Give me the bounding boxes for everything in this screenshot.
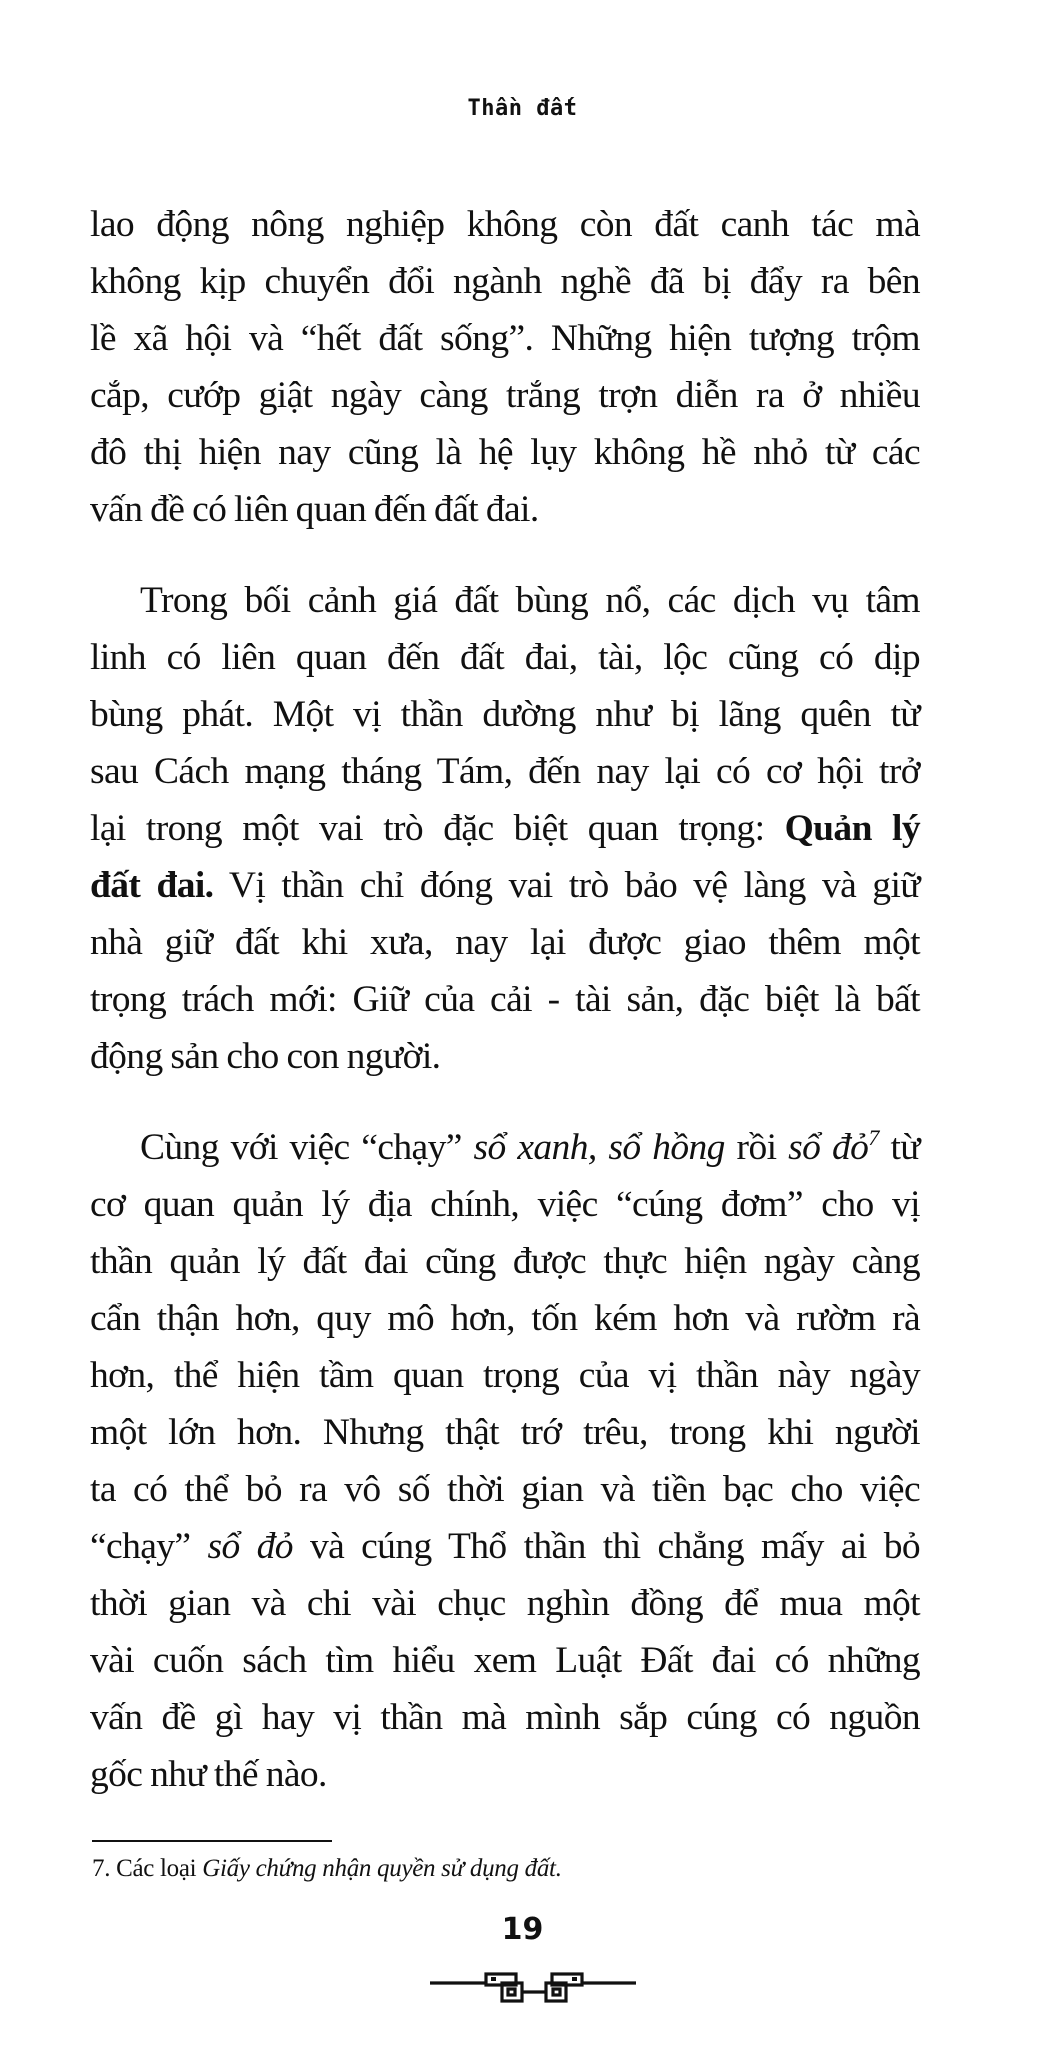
page-number: 19 [501, 1912, 544, 1947]
running-header-title: Thần đất [467, 96, 578, 121]
text-line: vấn đề gì hay vị thần mà mình sắp cúng có nguồn [90, 1697, 920, 1738]
text-line: ta có thể bỏ ra vô số thời gian và tiền bạc cho việc [90, 1469, 920, 1510]
fret-ornament-icon [428, 1968, 638, 2008]
text-line [90, 1119, 920, 1176]
paragraph-1 [90, 196, 920, 538]
text-run: lại trong một vai trò đặc biệt quan trọng: [90, 808, 785, 849]
text-line: cơ quan quản lý địa chính, việc “cúng đơm” cho vị [90, 1184, 920, 1225]
text-run: Cùng với việc “chạy” [140, 1127, 474, 1168]
text-line [90, 800, 920, 857]
bold-term: Quản lý [784, 808, 920, 849]
text-run: rồi [724, 1127, 789, 1168]
paragraph-gap [90, 538, 920, 572]
text-line: đô thị hiện nay cũng là hệ lụy không hề nhỏ từ các [90, 432, 920, 473]
text-run: “chạy” [90, 1526, 208, 1567]
text-line [90, 857, 920, 914]
text-line: thần quản lý đất đai cũng được thực hiện ngày càng [90, 1241, 920, 1282]
text-line: sau Cách mạng tháng Tám, đến nay lại có cơ hội trở [90, 751, 920, 792]
footnote-reference[interactable]: 7 [868, 1125, 879, 1150]
text-run: và cúng Thổ thần thì chẳng mấy ai bỏ [292, 1526, 920, 1567]
text-line: vài cuốn sách tìm hiểu xem Luật Đất đai có những [90, 1640, 920, 1681]
text-line: động sản cho con người. [90, 1036, 441, 1077]
text-line: gốc như thế nào. [90, 1754, 327, 1795]
footnote-italic-text: Giấy chứng nhận quyền sử dụng đất. [202, 1855, 562, 1882]
bold-term: đất đai. [90, 865, 214, 906]
text-line [90, 1518, 920, 1575]
footnote-number: 7. [92, 1855, 111, 1882]
text-line: Trong bối cảnh giá đất bùng nổ, các dịch vụ tâm [140, 580, 920, 621]
footnote [92, 1852, 562, 1886]
text-line: lề xã hội và “hết đất sống”. Những hiện tượng trộm [90, 318, 920, 359]
paragraph-2 [90, 572, 920, 1085]
text-line: vấn đề có liên quan đến đất đai. [90, 489, 539, 530]
text-line: không kịp chuyển đổi ngành nghề đã bị đẩy ra bên [90, 261, 920, 302]
italic-term: sổ đỏ [788, 1127, 869, 1168]
text-line: một lớn hơn. Nhưng thật trớ trêu, trong khi người [90, 1412, 920, 1453]
text-line: lao động nông nghiệp không còn đất canh tác mà [90, 204, 920, 245]
text-line: nhà giữ đất khi xưa, nay lại được giao thêm một [90, 922, 920, 963]
footnote-divider [92, 1840, 332, 1842]
text-line: trọng trách mới: Giữ của cải - tài sản, đặc biệt là bất [90, 979, 920, 1020]
text-line: linh có liên quan đến đất đai, tài, lộc cũng có dịp [90, 637, 920, 678]
text-line: thời gian và chi vài chục nghìn đồng để mua một [90, 1583, 920, 1624]
text-run: Vị thần chỉ đóng vai trò bảo vệ làng và giữ [213, 865, 920, 906]
paragraph-3 [90, 1119, 920, 1803]
text-run: từ [878, 1127, 920, 1168]
text-line: cắp, cướp giật ngày càng trắng trợn diễn ra ở nhiều [90, 375, 920, 416]
text-line: bùng phát. Một vị thần dường như bị lãng quên từ [90, 694, 920, 735]
text-line: hơn, thể hiện tầm quan trọng của vị thần này ngày [90, 1355, 920, 1396]
text-line: cẩn thận hơn, quy mô hơn, tốn kém hơn và rườm rà [90, 1298, 920, 1339]
body-text [90, 196, 920, 1803]
italic-term: sổ xanh, sổ hồng [473, 1127, 725, 1168]
paragraph-gap [90, 1085, 920, 1119]
footnote-text: Các loại [110, 1855, 203, 1882]
italic-term: sổ đỏ [207, 1526, 293, 1567]
